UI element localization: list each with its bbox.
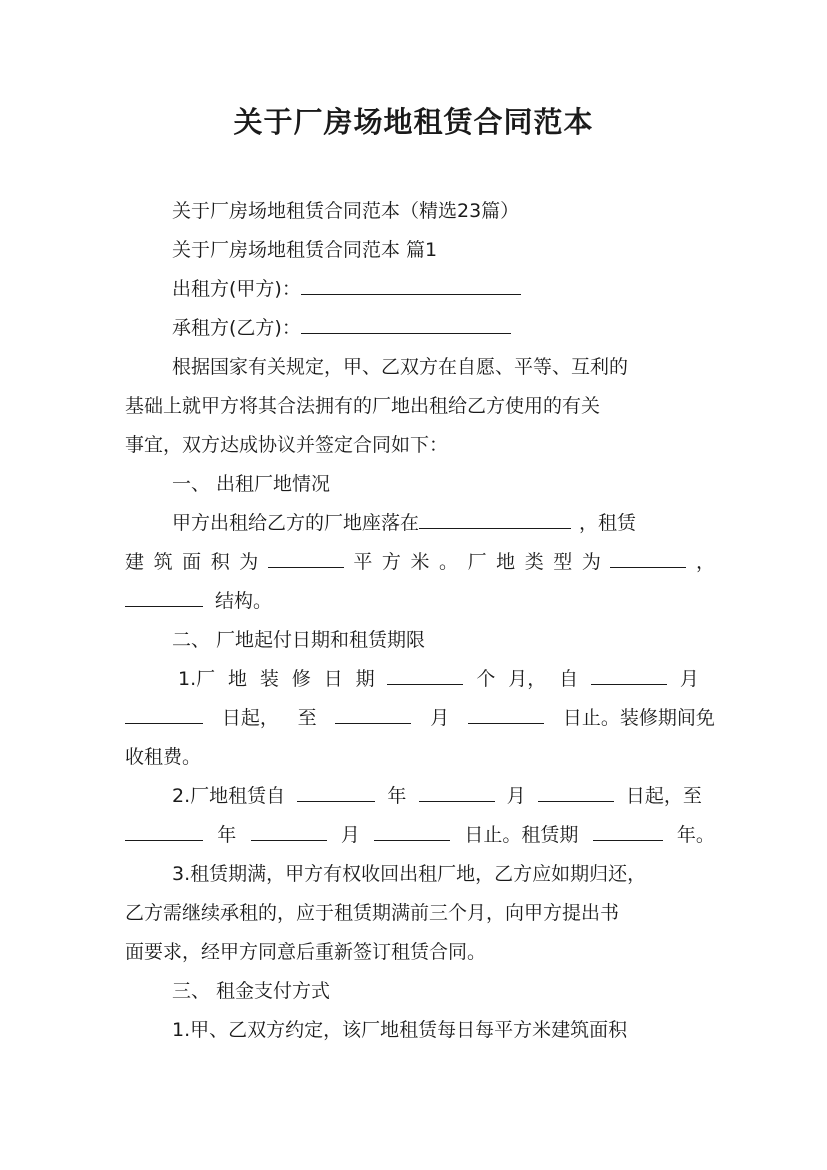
text-char: 。 [439, 551, 459, 573]
area-blank [268, 549, 344, 568]
text-segment: 至 [297, 707, 317, 729]
lease-end-month-blank [251, 822, 327, 841]
lease-end-day-blank [374, 822, 450, 841]
document-subtitle: 关于厂房场地租赁合同范本（精选23篇） [172, 200, 520, 222]
decoration-end-day-blank [468, 705, 544, 724]
lessee-blank [301, 315, 511, 334]
text-char: 方 [381, 551, 401, 573]
lessee-line [172, 315, 715, 341]
location-blank [419, 510, 571, 529]
text-char: 米 [410, 551, 430, 573]
section-2-heading: 二、 厂地起付日期和租赁期限 [172, 629, 426, 651]
text-segment: 月 [506, 785, 526, 807]
text-char: 月 [679, 668, 699, 690]
intro-line-3: 事宜，双方达成协议并签定合同如下： [125, 434, 449, 456]
lease-start-month-blank [419, 783, 495, 802]
article-heading: 关于厂房场地租赁合同范本 篇1 [172, 239, 438, 261]
text-char: 平 [353, 551, 373, 573]
section-3-heading: 三、 租金支付方式 [172, 980, 331, 1002]
text-char: 修 [291, 668, 311, 690]
lessor-blank [301, 276, 521, 295]
section-1-line-3 [125, 588, 715, 614]
text-segment: 月 [430, 707, 450, 729]
intro-line-2: 基础上就甲方将其合法拥有的厂地出租给乙方使用的有关 [125, 395, 601, 417]
text-segment: 2.厂地租赁自 [172, 785, 286, 807]
location-text: 甲方出租给乙方的厂地座落在 [172, 512, 420, 534]
section-2-item-3-line-1: 3.租赁期满，甲方有权收回出租厂地，乙方应如期归还， [172, 863, 647, 885]
text-segment: 日止。租赁期 [464, 824, 579, 846]
text-segment: 日止。装修期间免 [562, 707, 715, 729]
section-3-item-1-line-1: 1.甲、乙双方约定，该厂地租赁每日每平方米建筑面积 [172, 1019, 628, 1041]
text-char: 为 [581, 551, 601, 573]
intro-line-1: 根据国家有关规定，甲、乙双方在自愿、平等、互利的 [172, 356, 629, 378]
text-segment: 年。 [676, 824, 715, 846]
text-segment: 日起，至 [625, 785, 702, 807]
structure-text: 结构。 [215, 590, 273, 612]
section-2-item-2-line-2 [125, 822, 715, 848]
section-2-item-2-line-1 [172, 783, 702, 809]
lease-term-blank [593, 822, 663, 841]
text-char: 地 [496, 551, 516, 573]
text-char: 类 [524, 551, 544, 573]
text-char: 地 [228, 668, 248, 690]
text-char: 自 [559, 668, 579, 690]
text-char: ， [695, 551, 715, 573]
text-char: 装 [259, 668, 279, 690]
text-char: 期 [355, 668, 375, 690]
text-char: 为 [239, 551, 259, 573]
text-char: 厂 [467, 551, 487, 573]
text-char: 积 [210, 551, 230, 573]
structure-blank [125, 588, 203, 607]
decoration-end-month-blank [335, 705, 411, 724]
decoration-start-day-blank [125, 705, 203, 724]
lessor-line [172, 276, 715, 302]
section-2-item-1-line-1 [178, 666, 699, 692]
section-1-heading: 一、 出租厂地情况 [172, 473, 331, 495]
text-segment: 月 [340, 824, 360, 846]
text-char: 日 [323, 668, 343, 690]
lease-end-year-blank [125, 822, 203, 841]
text-char: 筑 [153, 551, 173, 573]
document-title: 关于厂房场地租赁合同范本 [233, 105, 594, 139]
text-segment: 年 [387, 785, 407, 807]
section-2-item-1-line-2 [125, 705, 715, 731]
text-char: 建 [125, 551, 145, 573]
lessee-label: 承租方(乙方)： [172, 317, 301, 339]
lessor-label: 出租方(甲方)： [172, 278, 301, 300]
text-char: 型 [553, 551, 573, 573]
text-segment: 年 [217, 824, 237, 846]
text-char: 月， [508, 668, 547, 690]
rent-text: ，租赁 [579, 512, 637, 534]
type-blank [610, 549, 686, 568]
decoration-months-blank [387, 666, 463, 685]
section-2-item-3-line-2: 乙方需继续承租的，应于租赁期满前三个月，向甲方提出书 [125, 902, 620, 924]
text-segment: 日起， [221, 707, 279, 729]
text-char: 个 [476, 668, 496, 690]
decoration-start-month-blank [591, 666, 667, 685]
section-1-line-1 [172, 510, 715, 536]
section-2-item-3-line-3: 面要求，经甲方同意后重新签订租赁合同。 [125, 941, 487, 963]
section-1-line-2 [125, 549, 715, 575]
text-char: 面 [182, 551, 202, 573]
lease-start-day-blank [538, 783, 614, 802]
lease-start-year-blank [297, 783, 375, 802]
section-2-item-1-line-3: 收租费。 [125, 746, 202, 768]
text-char: 1.厂 [178, 668, 216, 690]
